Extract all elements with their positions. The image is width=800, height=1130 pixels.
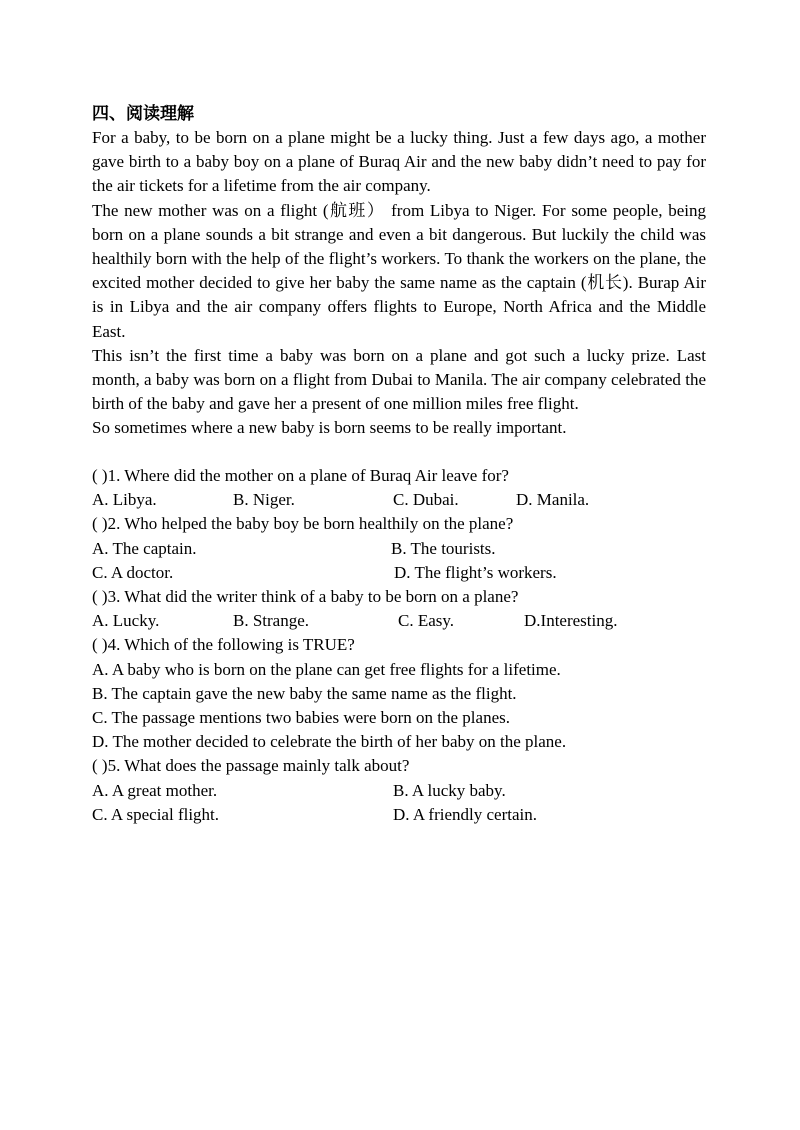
question-2-stem: ( )2. Who helped the baby boy be born healthily on the plane? xyxy=(92,514,514,534)
question-1-option-c: C. Dubai. xyxy=(393,490,459,510)
question-2-option-d: D. The flight’s workers. xyxy=(394,562,557,582)
question-5-stem: ( )5. What does the passage mainly talk about? xyxy=(92,756,410,776)
question-4-option-a: A. A baby who is born on the plane can get free flights for a lifetime. xyxy=(92,659,561,679)
question-list xyxy=(92,464,712,827)
question-4-stem: ( )4. Which of the following is TRUE? xyxy=(92,635,355,655)
passage-paragraph-2: The new mother was on a flight (航班） from Libya to Niger. For some people, being born on a plane sounds a bit strange and even a bit dangerous. But luckily the child was healthily born with the help of the flight’s workers. To thank the workers on the plane, the excited mother decided to give her baby the same name as the captain (机长). Burap Air is in Libya and the air company offers flights to Europe, North Africa and the Middle East. xyxy=(92,200,706,341)
question-2-options-row-1 xyxy=(92,537,712,561)
question-1-option-a: A. Libya. xyxy=(92,490,157,510)
passage-paragraph-4: So sometimes where a new baby is born seems to be really important. xyxy=(92,418,567,438)
question-1-option-b: B. Niger. xyxy=(233,490,295,510)
question-4-option-b: B. The captain gave the new baby the same name as the flight. xyxy=(92,683,517,703)
passage-paragraph-3: This isn’t the first time a baby was born on a plane and got such a lucky prize. Last month, a baby was born on a flight from Dubai to Manila. The air company celebrated the birth of the baby and gave her a present of one million miles free flight. xyxy=(92,345,706,414)
question-5-option-c: C. A special flight. xyxy=(92,804,220,824)
question-1-stem: ( )1. Where did the mother on a plane of Buraq Air leave for? xyxy=(92,466,509,485)
question-2-option-a: A. The captain. xyxy=(92,538,197,558)
passage-paragraph-1: For a baby, to be born on a plane might be a lucky thing. Just a few days ago, a mother gave birth to a baby boy on a plane of Buraq Air and the new baby didn’t need to pay for the air tickets for a lifetime from the air company. xyxy=(92,128,706,196)
question-2-option-b: B. The tourists. xyxy=(391,538,496,558)
question-1-options xyxy=(92,488,712,512)
question-4-option-c: C. The passage mentions two babies were born on the planes. xyxy=(92,707,510,727)
question-3-option-c: C. Easy. xyxy=(398,611,455,631)
question-3-option-d: D.Interesting. xyxy=(524,611,618,631)
question-4-option-d: D. The mother decided to celebrate the birth of her baby on the plane. xyxy=(92,732,567,752)
question-2-options-row-2 xyxy=(92,561,712,585)
question-5-options-row-2 xyxy=(92,803,712,827)
question-3-options xyxy=(92,609,712,633)
question-5-option-a: A. A great mother. xyxy=(92,780,218,800)
question-1-option-d: D. Manila. xyxy=(516,490,590,510)
question-3-option-a: A. Lucky. xyxy=(92,611,160,631)
question-5-option-b: B. A lucky baby. xyxy=(393,780,506,800)
question-3-option-b: B. Strange. xyxy=(233,611,310,631)
question-5-option-d: D. A friendly certain. xyxy=(393,804,537,824)
reading-passage xyxy=(92,126,706,441)
section-title: 四、阅读理解 xyxy=(92,104,194,124)
question-5-options-row-1 xyxy=(92,779,712,803)
question-3-stem: ( )3. What did the writer think of a baby to be born on a plane? xyxy=(92,586,519,606)
question-2-option-c: C. A doctor. xyxy=(92,562,174,582)
